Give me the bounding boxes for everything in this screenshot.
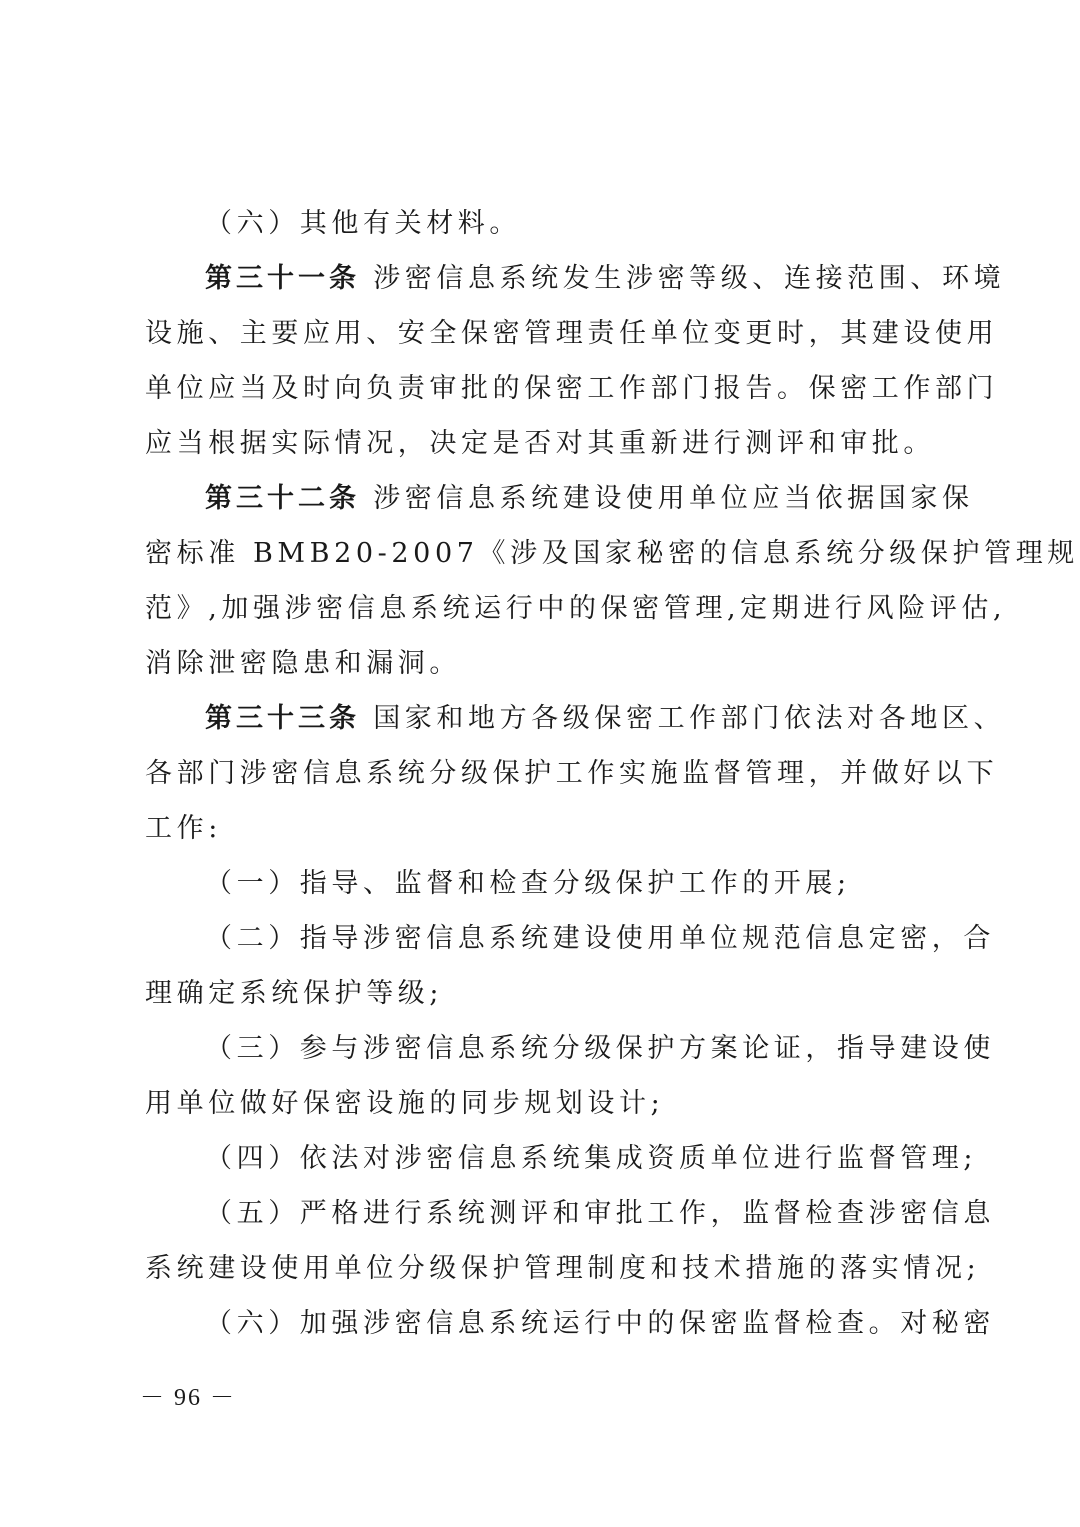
clause-line: （二）指导涉密信息系统建设使用单位规范信息定密，合 xyxy=(205,923,995,954)
article-number: 第三十二条 xyxy=(205,483,360,514)
article-text: 涉密信息系统发生涉密等级、连接范围、环境 xyxy=(373,263,1006,294)
paragraph-line: 密标准 BMB20-2007《涉及国家秘密的信息系统分级保护管理规 xyxy=(145,538,1079,569)
paragraph-line: 范》,加强涉密信息系统运行中的保密管理,定期进行风险评估, xyxy=(145,593,1007,624)
article-text: 涉密信息系统建设使用单位应当依据国家保 xyxy=(373,483,974,514)
article-32-first-line xyxy=(145,471,974,526)
clause-line: （三）参与涉密信息系统分级保护方案论证，指导建设使 xyxy=(205,1033,995,1064)
page-number: － 96 － xyxy=(140,1385,236,1411)
clause-line: （五）严格进行系统测评和审批工作，监督检查涉密信息 xyxy=(205,1198,995,1229)
paragraph-line: 单位应当及时向负责审批的保密工作部门报告。保密工作部门 xyxy=(145,373,999,404)
clause-line: （六）其他有关材料。 xyxy=(205,208,521,239)
document-body xyxy=(145,196,1079,1351)
article-33-first-line xyxy=(145,691,1006,746)
paragraph-line: 理确定系统保护等级; xyxy=(145,978,444,1009)
article-31-first-line xyxy=(145,251,1006,306)
paragraph-line: 工作: xyxy=(145,813,222,844)
paragraph-line: 各部门涉密信息系统分级保护工作实施监督管理，并做好以下 xyxy=(145,758,999,789)
paragraph-line: 消除泄密隐患和漏洞。 xyxy=(145,648,461,679)
paragraph-line: 系统建设使用单位分级保护管理制度和技术措施的落实情况; xyxy=(145,1253,981,1284)
paragraph-line: 设施、主要应用、安全保密管理责任单位变更时，其建设使用 xyxy=(145,318,999,349)
clause-line: （一）指导、监督和检查分级保护工作的开展; xyxy=(205,868,851,899)
article-text: 国家和地方各级保密工作部门依法对各地区、 xyxy=(373,703,1006,734)
paragraph-line: 用单位做好保密设施的同步规划设计; xyxy=(145,1088,665,1119)
article-number: 第三十三条 xyxy=(205,703,360,734)
clause-line: （四）依法对涉密信息系统集成资质单位进行监督管理; xyxy=(205,1143,978,1174)
paragraph-line: 应当根据实际情况，决定是否对其重新进行测评和审批。 xyxy=(145,428,935,459)
article-number: 第三十一条 xyxy=(205,263,360,294)
clause-line: （六）加强涉密信息系统运行中的保密监督检查。对秘密 xyxy=(205,1308,995,1339)
